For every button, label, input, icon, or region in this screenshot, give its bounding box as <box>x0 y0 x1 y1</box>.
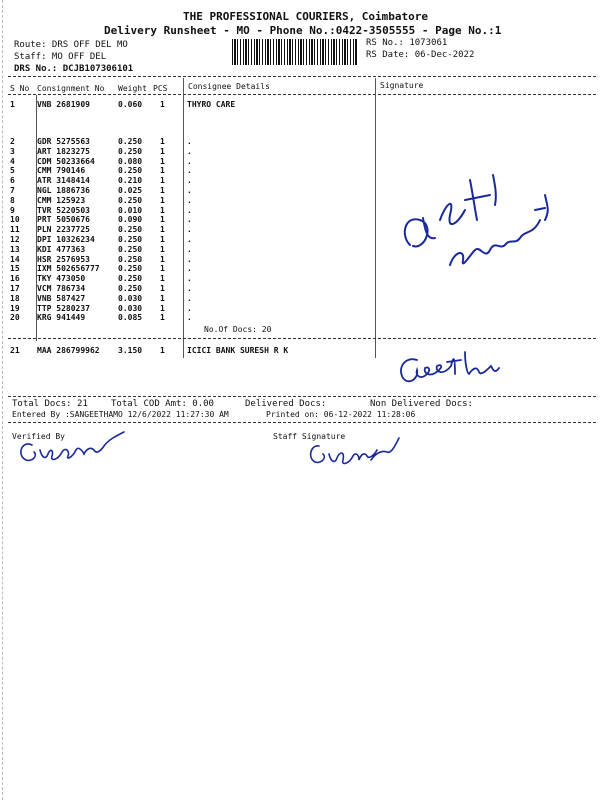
row-weight: 0.250 <box>118 284 143 293</box>
row-pcs: 1 <box>160 244 165 254</box>
row-consignment: MAA 286799962 <box>37 346 100 355</box>
page-edge-perforation <box>2 0 3 800</box>
col-header-consignee: Consignee Details <box>188 82 270 91</box>
row-consignment: NGL 1886736 <box>37 186 90 195</box>
row-sno: 15 <box>10 264 20 274</box>
route-label: Route: DRS OFF DEL MO <box>14 40 128 50</box>
row-pcs: 1 <box>160 303 165 313</box>
printed-on: Printed on: 06-12-2022 11:28:06 <box>266 410 416 419</box>
row-weight: 0.030 <box>118 303 143 313</box>
row-details: ICICI BANK SURESH R K <box>187 346 289 355</box>
row-sno: 19 <box>10 303 20 313</box>
row-details: . <box>187 264 192 274</box>
row-sno: 7 <box>10 186 15 195</box>
row-details: . <box>187 293 192 303</box>
entered-by: Entered By :SANGEETHAMO 12/6/2022 11:27:30 AM <box>12 410 229 419</box>
row-pcs: 1 <box>160 225 165 235</box>
row-pcs: 1 <box>160 137 165 146</box>
staff-signature-label: Staff Signature <box>273 432 346 441</box>
row-sno: 2 <box>10 137 15 146</box>
row-details: . <box>187 186 192 195</box>
row-pcs: 1 <box>160 293 165 303</box>
row-details: . <box>187 215 192 225</box>
row-sno: 14 <box>10 254 20 264</box>
row-consignment: KDI 477363 <box>37 244 86 254</box>
staff-label: Staff: MO OFF DEL <box>14 52 107 62</box>
row-weight: 0.080 <box>118 156 143 166</box>
row-sno: 8 <box>10 195 15 205</box>
row-weight: 0.085 <box>118 313 143 323</box>
row-pcs: 1 <box>160 235 165 244</box>
col-header-pcs: PCS <box>153 84 168 93</box>
row-consignment: TTP 5280237 <box>37 303 90 313</box>
row-sno: 21 <box>10 346 20 355</box>
row-weight: 0.250 <box>118 146 143 156</box>
row-weight: 3.150 <box>118 346 143 355</box>
row-pcs: 1 <box>160 313 165 323</box>
row-consignment: TVR 5220503 <box>37 205 90 215</box>
no-of-docs: No.Of Docs: 20 <box>204 325 272 334</box>
row-details: . <box>187 195 192 205</box>
row-consignment: CMM 790146 <box>37 166 86 176</box>
table-top-rule <box>8 76 596 77</box>
total-cod: Total COD Amt: 0.00 <box>111 399 214 409</box>
row-details: . <box>187 274 192 284</box>
row-weight: 0.090 <box>118 215 143 225</box>
row-pcs: 1 <box>160 205 165 215</box>
drs-number: DRS No.: DCJB107306101 <box>14 64 134 74</box>
row-weight: 0.025 <box>118 186 143 195</box>
row-sno: 4 <box>10 156 15 166</box>
row-consignment: CMM 125923 <box>37 195 86 205</box>
row-weight: 0.010 <box>118 205 143 215</box>
barcode <box>232 39 357 65</box>
row-consignment: PLN 2237725 <box>37 225 90 235</box>
row-pcs: 1 <box>160 176 165 186</box>
row-weight: 0.250 <box>118 225 143 235</box>
row-details: THYRO CARE <box>187 100 236 109</box>
runsheet-subtitle: Delivery Runsheet - MO - Phone No.:0422-3505555 - Page No.:1 <box>104 24 502 37</box>
row-details: . <box>187 156 192 166</box>
col-divider <box>375 78 376 358</box>
row-details: . <box>187 137 192 146</box>
handwritten-signature-recipient <box>395 150 565 284</box>
row-details: . <box>187 303 192 313</box>
row-pcs: 1 <box>160 166 165 176</box>
row-details: . <box>187 225 192 235</box>
row-consignment: VNB 587427 <box>37 293 86 303</box>
col-divider <box>183 78 184 358</box>
non-delivered-docs: Non Delivered Docs: <box>370 399 473 409</box>
row-pcs: 1 <box>160 264 165 274</box>
row-weight: 0.250 <box>118 137 143 146</box>
row-pcs: 1 <box>160 215 165 225</box>
row-consignment: PRT 5050676 <box>37 215 90 225</box>
row-pcs: 1 <box>160 254 165 264</box>
row-weight: 0.250 <box>118 244 143 254</box>
handwritten-signature-verifier <box>12 420 132 474</box>
row-details: . <box>187 146 192 156</box>
row-sno: 17 <box>10 284 20 293</box>
row-weight: 0.030 <box>118 293 143 303</box>
row-sno: 13 <box>10 244 20 254</box>
col-header-signature: Signature <box>380 81 424 90</box>
row-sno: 1 <box>10 100 15 109</box>
row-consignment: TKY 473050 <box>37 274 86 284</box>
row-consignment: VCM 786734 <box>37 284 86 293</box>
row-pcs: 1 <box>160 284 165 293</box>
col-header-sno: S No <box>10 84 30 93</box>
company-title: THE PROFESSIONAL COURIERS, Coimbatore <box>183 10 429 23</box>
row-details: . <box>187 235 192 244</box>
verified-by-label: Verified By <box>12 432 65 441</box>
row-sno: 3 <box>10 146 15 156</box>
row-sno: 20 <box>10 313 20 323</box>
total-docs: Total Docs: 21 <box>12 399 88 409</box>
row-details: . <box>187 313 192 323</box>
row-weight: 0.250 <box>118 264 143 274</box>
row-consignment: GDR 5275563 <box>37 137 90 146</box>
col-header-weight: Weight <box>118 84 147 93</box>
row-pcs: 1 <box>160 146 165 156</box>
handwritten-signature-staff <box>305 424 405 478</box>
row-sno: 5 <box>10 166 15 176</box>
row-details: . <box>187 166 192 176</box>
row-consignment: ATR 3148414 <box>37 176 90 186</box>
handwritten-signature-geetha <box>395 348 505 392</box>
row-details: . <box>187 284 192 293</box>
row-pcs: 1 <box>160 274 165 284</box>
row-details: . <box>187 254 192 264</box>
row-consignment: DPI 10326234 <box>37 235 95 244</box>
row-sno: 12 <box>10 235 20 244</box>
row-weight: 0.250 <box>118 195 143 205</box>
delivered-docs: Delivered Docs: <box>245 399 327 409</box>
row-details: . <box>187 176 192 186</box>
row-details: . <box>187 244 192 254</box>
row-weight: 0.060 <box>118 100 143 109</box>
row-sno: 18 <box>10 293 20 303</box>
row-pcs: 1 <box>160 156 165 166</box>
row-consignment: CDM 50233664 <box>37 156 95 166</box>
table-bottom-rule <box>8 396 596 397</box>
row-sno: 16 <box>10 274 20 284</box>
row-weight: 0.250 <box>118 166 143 176</box>
row-consignment: KRG 941449 <box>37 313 86 323</box>
row-sno: 9 <box>10 205 15 215</box>
row-consignment: ART 1823275 <box>37 146 90 156</box>
col-header-consignment: Consignment No <box>37 84 105 93</box>
row-weight: 0.210 <box>118 176 143 186</box>
row-pcs: 1 <box>160 100 165 109</box>
rs-number: RS No.: 1073061 <box>366 38 448 48</box>
row-weight: 0.250 <box>118 235 143 244</box>
rs-date: RS Date: 06-Dec-2022 <box>366 50 475 60</box>
row-consignment: VNB 2681909 <box>37 100 90 109</box>
row-sno: 6 <box>10 176 15 186</box>
row-sno: 10 <box>10 215 20 225</box>
row-consignment: IXM 502656777 <box>37 264 100 274</box>
row-consignment: HSR 2576953 <box>37 254 90 264</box>
row-weight: 0.250 <box>118 254 143 264</box>
row-weight: 0.250 <box>118 274 143 284</box>
row-details: . <box>187 205 192 215</box>
group-rule <box>8 338 596 339</box>
row-pcs: 1 <box>160 195 165 205</box>
row-pcs: 1 <box>160 346 165 355</box>
row-sno: 11 <box>10 225 20 235</box>
row-pcs: 1 <box>160 186 165 195</box>
table-header-rule <box>8 94 596 95</box>
